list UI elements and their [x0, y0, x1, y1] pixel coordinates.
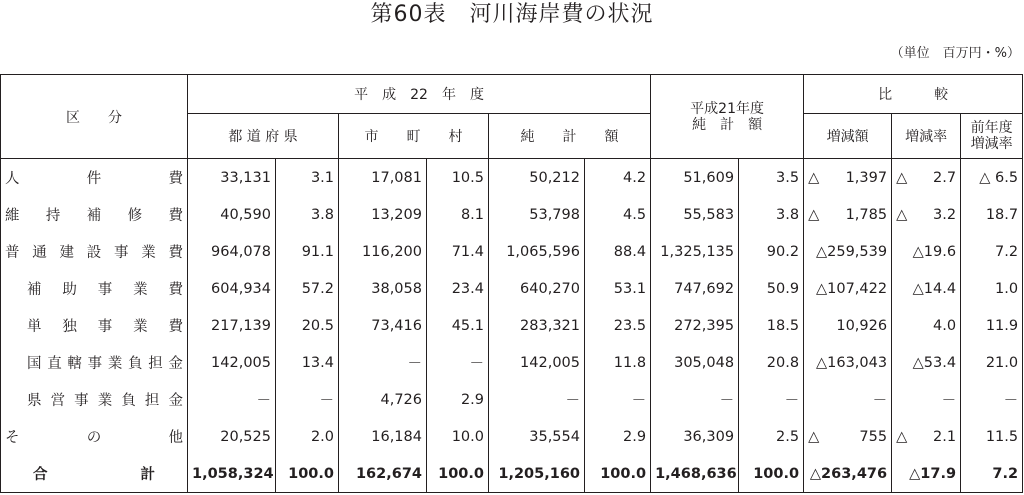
header-category: 区 分 — [1, 75, 188, 159]
cell-municipalities: 73,416 — [339, 307, 427, 344]
cell-fy21-pct: 3.8 — [739, 196, 804, 233]
row-label-text: 補 助 事 業 費 — [27, 282, 183, 298]
cell-prev-change-rate: 7.2 — [961, 233, 1023, 270]
cell-municipalities: 4,726 — [339, 381, 427, 418]
cell-prev-change-rate: 7.2 — [961, 455, 1023, 493]
cell-fy21: 1,325,135 — [651, 233, 739, 270]
header-prefectures: 都 道 府 県 — [188, 114, 339, 159]
cell-municipalities-pct: 23.4 — [427, 270, 489, 307]
cell-net-total-pct: 100.0 — [585, 455, 651, 493]
cell-municipalities-pct: 8.1 — [427, 196, 489, 233]
cell-net-total: 50,212 — [489, 159, 585, 197]
cell-municipalities: 17,081 — [339, 159, 427, 197]
cell-change-amount — [804, 233, 892, 270]
cell-net-total-pct: 23.5 — [585, 307, 651, 344]
cell-municipalities-pct: 10.5 — [427, 159, 489, 197]
cell-net-total-pct: － — [585, 381, 651, 418]
cell-net-total: 142,005 — [489, 344, 585, 381]
cell-prefectures: 20,525 — [188, 418, 276, 455]
cell-change-rate-value: 2.1 — [933, 428, 957, 445]
table-row — [1, 196, 1023, 233]
cell-fy21: 36,309 — [651, 418, 739, 455]
cell-change-amount — [804, 344, 892, 381]
cell-net-total-pct: 2.9 — [585, 418, 651, 455]
cell-net-total: 53,798 — [489, 196, 585, 233]
cell-change-amount-value: 1,785 — [845, 206, 888, 223]
cell-prefectures-pct: 20.5 — [276, 307, 339, 344]
cell-prefectures: 33,131 — [188, 159, 276, 197]
header-prev-change-rate — [961, 114, 1023, 159]
cell-municipalities: － — [339, 344, 427, 381]
cell-prefectures-pct: 13.4 — [276, 344, 339, 381]
table-row — [1, 159, 1023, 197]
cell-change-amount-value: 1,397 — [845, 169, 888, 186]
row-label — [1, 381, 188, 418]
cell-prefectures-pct: 100.0 — [276, 455, 339, 493]
cell-change-rate-value: △53.4 — [912, 354, 957, 371]
row-label — [1, 418, 188, 455]
cell-fy21: 305,048 — [651, 344, 739, 381]
row-label — [1, 270, 188, 307]
cell-change-rate-value: 4.0 — [933, 317, 957, 334]
header-change-amount: 増減額 — [804, 114, 892, 159]
cell-prev-change-rate: 21.0 — [961, 344, 1023, 381]
cell-prefectures-pct: － — [276, 381, 339, 418]
cell-prev-change-rate: 11.5 — [961, 418, 1023, 455]
row-label-text: 単 独 事 業 費 — [27, 319, 183, 335]
cell-change-rate — [892, 233, 961, 270]
cell-change-rate-value: △14.4 — [912, 280, 957, 297]
row-label-text: そ の 他 — [5, 430, 183, 446]
cell-municipalities: 162,674 — [339, 455, 427, 493]
row-label — [1, 196, 188, 233]
cell-net-total-pct: 4.5 — [585, 196, 651, 233]
cell-fy21-pct: 3.5 — [739, 159, 804, 197]
cell-net-total-pct: 11.8 — [585, 344, 651, 381]
header-municipalities: 市 町 村 — [339, 114, 489, 159]
cell-fy21: 51,609 — [651, 159, 739, 197]
cell-change-amount — [804, 381, 892, 418]
cell-change-amount-value: 755 — [859, 428, 888, 445]
row-label — [1, 233, 188, 270]
row-label — [1, 344, 188, 381]
cell-change-rate — [892, 455, 961, 493]
cell-net-total: 283,321 — [489, 307, 585, 344]
table-row — [1, 344, 1023, 381]
cell-change-amount — [804, 418, 892, 455]
cell-net-total: 1,065,596 — [489, 233, 585, 270]
cell-prefectures: 217,139 — [188, 307, 276, 344]
cell-prefectures: － — [188, 381, 276, 418]
cell-change-amount-value: 10,926 — [836, 317, 888, 334]
row-label-text: 普 通 建 設 事 業 費 — [5, 245, 183, 261]
header-fy22: 平 成 22 年 度 — [188, 75, 651, 114]
cell-change-amount — [804, 455, 892, 493]
cell-municipalities-pct: 45.1 — [427, 307, 489, 344]
cell-net-total: 1,205,160 — [489, 455, 585, 493]
cell-change-rate — [892, 159, 961, 197]
cell-municipalities-pct: 100.0 — [427, 455, 489, 493]
row-label-text: 維 持 補 修 費 — [5, 208, 183, 224]
cell-municipalities-pct: 10.0 — [427, 418, 489, 455]
cell-fy21-pct: 20.8 — [739, 344, 804, 381]
cell-change-amount — [804, 307, 892, 344]
cell-prev-change-rate: 11.9 — [961, 307, 1023, 344]
table-row — [1, 307, 1023, 344]
cell-net-total: － — [489, 381, 585, 418]
cell-municipalities-pct: 2.9 — [427, 381, 489, 418]
cell-change-amount — [804, 159, 892, 197]
header-prev-change-rate-line2: 増減率 — [970, 136, 1013, 152]
cell-fy21-pct: 50.9 — [739, 270, 804, 307]
cell-change-amount — [804, 270, 892, 307]
cell-change-rate-value: － — [941, 393, 957, 409]
row-label — [1, 307, 188, 344]
cell-change-amount-value: △263,476 — [809, 465, 888, 482]
cell-fy21: 272,395 — [651, 307, 739, 344]
page-title: 第60表 河川海岸費の状況 — [370, 2, 654, 27]
cell-change-amount-value: △107,422 — [815, 280, 888, 297]
cell-change-rate-sign: △ — [896, 169, 908, 186]
header-fy21-line1: 平成21年度 — [690, 100, 764, 117]
cell-net-total: 35,554 — [489, 418, 585, 455]
row-label-text: 国 直 轄 事 業 負 担 金 — [27, 356, 183, 372]
table-body — [1, 159, 1023, 493]
cell-change-amount-sign: △ — [808, 428, 820, 445]
cell-municipalities: 38,058 — [339, 270, 427, 307]
cell-fy21-pct: 90.2 — [739, 233, 804, 270]
cell-prefectures-pct: 57.2 — [276, 270, 339, 307]
unit-note: （単位 百万円・%） — [890, 46, 1020, 61]
cell-prefectures: 142,005 — [188, 344, 276, 381]
cell-prev-change-rate: － — [961, 381, 1023, 418]
cell-fy21-pct: 18.5 — [739, 307, 804, 344]
cell-net-total-pct: 88.4 — [585, 233, 651, 270]
cell-prefectures: 1,058,324 — [188, 455, 276, 493]
cell-fy21-pct: － — [739, 381, 804, 418]
header-prev-change-rate-line1: 前年度 — [970, 120, 1013, 136]
cell-fy21-pct: 2.5 — [739, 418, 804, 455]
cell-change-amount — [804, 196, 892, 233]
cell-change-rate — [892, 196, 961, 233]
cell-change-rate — [892, 270, 961, 307]
cell-prefectures: 40,590 — [188, 196, 276, 233]
table-row — [1, 381, 1023, 418]
row-label-text: 人 件 費 — [5, 171, 183, 187]
cell-change-rate-value: △17.9 — [909, 465, 957, 482]
header-comparison: 比 較 — [804, 75, 1023, 114]
table-row — [1, 418, 1023, 455]
header-fy21-line2: 純 計 額 — [692, 116, 763, 133]
cell-net-total: 640,270 — [489, 270, 585, 307]
cell-change-rate-sign: △ — [896, 206, 908, 223]
cell-change-rate — [892, 381, 961, 418]
cell-change-rate-sign: △ — [896, 428, 908, 445]
cell-change-amount-value: － — [872, 393, 888, 409]
cell-fy21: 747,692 — [651, 270, 739, 307]
cell-change-amount-sign: △ — [808, 206, 820, 223]
row-label-text: 合 計 — [33, 467, 155, 483]
cell-net-total-pct: 4.2 — [585, 159, 651, 197]
row-label — [1, 455, 188, 493]
header-fy21 — [651, 75, 804, 159]
cell-net-total-pct: 53.1 — [585, 270, 651, 307]
cell-fy21: 1,468,636 — [651, 455, 739, 493]
cell-change-rate-value: 3.2 — [933, 206, 957, 223]
cell-prev-change-rate: 18.7 — [961, 196, 1023, 233]
cell-change-rate-value: 2.7 — [933, 169, 957, 186]
cell-municipalities-pct: － — [427, 344, 489, 381]
river-coast-expenditure-table — [0, 74, 1023, 493]
cell-change-amount-value: △163,043 — [815, 354, 888, 371]
cell-prefectures-pct: 3.1 — [276, 159, 339, 197]
cell-prefectures-pct: 3.8 — [276, 196, 339, 233]
cell-prefectures: 964,078 — [188, 233, 276, 270]
table-row — [1, 233, 1023, 270]
cell-change-amount-value: △259,539 — [815, 243, 888, 260]
cell-change-rate — [892, 418, 961, 455]
header-change-rate: 増減率 — [892, 114, 961, 159]
cell-municipalities-pct: 71.4 — [427, 233, 489, 270]
cell-change-amount-sign: △ — [808, 169, 820, 186]
cell-municipalities: 13,209 — [339, 196, 427, 233]
header-net-total: 純 計 額 — [489, 114, 651, 159]
row-label — [1, 159, 188, 197]
cell-fy21: 55,583 — [651, 196, 739, 233]
cell-prefectures-pct: 91.1 — [276, 233, 339, 270]
cell-prefectures-pct: 2.0 — [276, 418, 339, 455]
cell-fy21-pct: 100.0 — [739, 455, 804, 493]
cell-prev-change-rate: 1.0 — [961, 270, 1023, 307]
table-row — [1, 455, 1023, 493]
cell-municipalities: 116,200 — [339, 233, 427, 270]
cell-prefectures: 604,934 — [188, 270, 276, 307]
cell-prev-change-rate: △ 6.5 — [961, 159, 1023, 197]
cell-change-rate-value: △19.6 — [912, 243, 957, 260]
cell-municipalities: 16,184 — [339, 418, 427, 455]
row-label-text: 県 営 事 業 負 担 金 — [27, 393, 183, 409]
cell-change-rate — [892, 344, 961, 381]
table-row — [1, 270, 1023, 307]
cell-change-rate — [892, 307, 961, 344]
cell-fy21: － — [651, 381, 739, 418]
